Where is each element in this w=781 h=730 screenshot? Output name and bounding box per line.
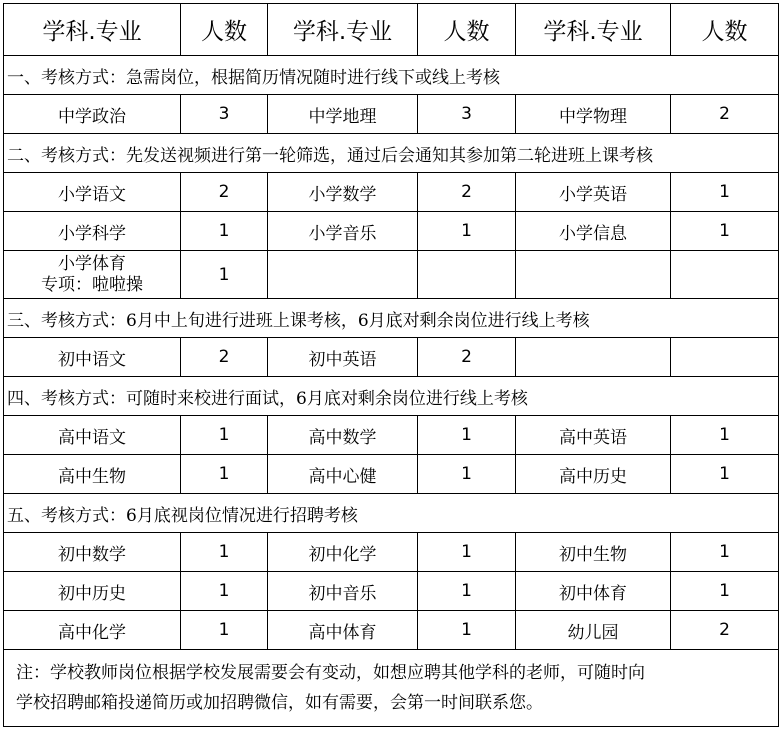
count-cell: 1 xyxy=(418,572,516,611)
count-cell: 1 xyxy=(671,416,779,455)
count-cell: 1 xyxy=(671,533,779,572)
subject-cell: 高中化学 xyxy=(4,611,181,650)
subject-cell: 小学音乐 xyxy=(268,212,418,251)
subject-cell: 小学语文 xyxy=(4,173,181,212)
section-title-row xyxy=(4,377,779,416)
section-title: 五、考核方式：6月底视岗位情况进行招聘考核 xyxy=(4,494,779,533)
count-cell: 2 xyxy=(671,95,779,134)
subject-cell: 中学物理 xyxy=(516,95,671,134)
count-cell: 1 xyxy=(181,572,268,611)
section-title: 三、考核方式：6月中上旬进行进班上课考核，6月底对剩余岗位进行线上考核 xyxy=(4,299,779,338)
table-row xyxy=(4,416,779,455)
subject-cell: 小学信息 xyxy=(516,212,671,251)
recruitment-table xyxy=(3,3,779,727)
subject-cell: 初中音乐 xyxy=(268,572,418,611)
table-row xyxy=(4,611,779,650)
count-cell: 2 xyxy=(418,173,516,212)
empty-cell xyxy=(516,251,671,299)
section-title: 二、考核方式：先发送视频进行第一轮筛选，通过后会通知其参加第二轮进班上课考核 xyxy=(4,134,779,173)
header-row xyxy=(4,4,779,56)
subject-line-2: 专项：啦啦操 xyxy=(41,274,143,295)
table-row xyxy=(4,533,779,572)
subject-cell: 高中语文 xyxy=(4,416,181,455)
subject-cell: 高中历史 xyxy=(516,455,671,494)
section-title-row xyxy=(4,56,779,95)
subject-cell: 中学政治 xyxy=(4,95,181,134)
empty-cell xyxy=(671,251,779,299)
header-subject-2: 学科.专业 xyxy=(268,4,418,56)
subject-cell: 初中英语 xyxy=(268,338,418,377)
table-row xyxy=(4,338,779,377)
table-row xyxy=(4,173,779,212)
count-cell: 1 xyxy=(418,212,516,251)
subject-cell: 幼儿园 xyxy=(516,611,671,650)
table-row xyxy=(4,455,779,494)
count-cell: 2 xyxy=(181,173,268,212)
table-row xyxy=(4,251,779,299)
header-subject-3: 学科.专业 xyxy=(516,4,671,56)
count-cell: 3 xyxy=(418,95,516,134)
count-cell: 1 xyxy=(418,455,516,494)
count-cell: 1 xyxy=(671,572,779,611)
header-count-3: 人数 xyxy=(671,4,779,56)
table-row xyxy=(4,95,779,134)
subject-line-1: 小学体育 xyxy=(58,253,126,274)
subject-cell: 初中生物 xyxy=(516,533,671,572)
count-cell: 2 xyxy=(418,338,516,377)
empty-cell xyxy=(268,251,418,299)
subject-cell: 初中化学 xyxy=(268,533,418,572)
section-title-row xyxy=(4,299,779,338)
count-cell: 1 xyxy=(181,416,268,455)
count-cell: 1 xyxy=(181,251,268,299)
count-cell: 1 xyxy=(671,212,779,251)
section-title-row xyxy=(4,134,779,173)
subject-cell: 高中心健 xyxy=(268,455,418,494)
header-count-2: 人数 xyxy=(418,4,516,56)
subject-cell: 高中数学 xyxy=(268,416,418,455)
count-cell: 3 xyxy=(181,95,268,134)
count-cell: 1 xyxy=(181,611,268,650)
count-cell: 1 xyxy=(418,416,516,455)
subject-cell: 中学地理 xyxy=(268,95,418,134)
count-cell: 1 xyxy=(181,455,268,494)
count-cell: 1 xyxy=(671,455,779,494)
table-row xyxy=(4,572,779,611)
subject-cell: 小学英语 xyxy=(516,173,671,212)
note-line-1: 注：学校教师岗位根据学校发展需要会有变动，如想应聘其他学科的老师，可随时向 xyxy=(16,663,645,683)
count-cell xyxy=(671,338,779,377)
section-title: 四、考核方式：可随时来校进行面试，6月底对剩余岗位进行线上考核 xyxy=(4,377,779,416)
count-cell: 2 xyxy=(181,338,268,377)
subject-cell: 初中数学 xyxy=(4,533,181,572)
note-row xyxy=(4,650,779,727)
section-title-row xyxy=(4,494,779,533)
count-cell: 1 xyxy=(181,533,268,572)
subject-cell: 小学数学 xyxy=(268,173,418,212)
subject-cell: 初中语文 xyxy=(4,338,181,377)
section-title: 一、考核方式：急需岗位，根据简历情况随时进行线下或线上考核 xyxy=(4,56,779,95)
note-line-2: 学校招聘邮箱投递简历或加招聘微信，如有需要，会第一时间联系您。 xyxy=(16,693,543,713)
subject-cell: 高中生物 xyxy=(4,455,181,494)
subject-cell xyxy=(516,338,671,377)
note-cell xyxy=(4,650,779,727)
subject-cell: 初中历史 xyxy=(4,572,181,611)
count-cell: 1 xyxy=(181,212,268,251)
table-row xyxy=(4,212,779,251)
count-cell: 2 xyxy=(671,611,779,650)
subject-cell: 小学科学 xyxy=(4,212,181,251)
subject-cell-special xyxy=(4,251,181,299)
subject-cell: 高中英语 xyxy=(516,416,671,455)
header-subject-1: 学科.专业 xyxy=(4,4,181,56)
subject-cell: 初中体育 xyxy=(516,572,671,611)
count-cell: 1 xyxy=(671,173,779,212)
count-cell: 1 xyxy=(418,611,516,650)
subject-cell: 高中体育 xyxy=(268,611,418,650)
count-cell: 1 xyxy=(418,533,516,572)
header-count-1: 人数 xyxy=(181,4,268,56)
empty-cell xyxy=(418,251,516,299)
